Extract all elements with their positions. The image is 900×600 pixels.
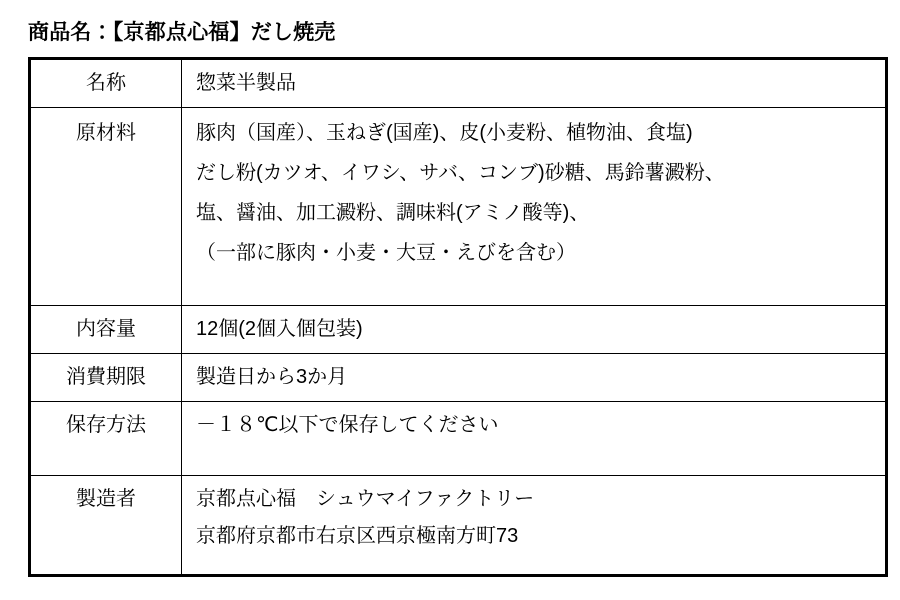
product-spec-table [28,57,888,577]
row-label-storage: 保存方法 [30,402,182,476]
table-row [30,306,887,354]
row-label-manufacturer: 製造者 [30,476,182,576]
table-row [30,354,887,402]
table-row [30,108,887,306]
row-value-quantity: 12個(2個入個包装) [182,306,887,354]
row-value-manufacturer: 京都点心福 シュウマイファクトリー 京都府京都市右京区西京極南方町73 [182,476,887,576]
table-row [30,59,887,108]
row-value-expiry: 製造日から3か月 [182,354,887,402]
row-value-ingredients: 豚肉（国産）、玉ねぎ(国産)、皮(小麦粉、植物油、食塩) だし粉(カツオ、イワシ、サバ、コンブ)砂糖、馬鈴薯澱粉、 塩、醤油、加工澱粉、調味料(アミノ酸等)、 （一部に豚肉・小麦・大豆・えびを含む） [182,108,887,306]
table-row [30,402,887,476]
row-value-name: 惣菜半製品 [182,59,887,108]
table-row [30,476,887,576]
row-label-name: 名称 [30,59,182,108]
row-label-quantity: 内容量 [30,306,182,354]
page-title: 商品名：【京都点心福】だし焼売 [28,21,336,44]
row-value-storage: －１８℃以下で保存してください [182,402,887,476]
row-label-expiry: 消費期限 [30,354,182,402]
row-label-ingredients: 原材料 [30,108,182,306]
